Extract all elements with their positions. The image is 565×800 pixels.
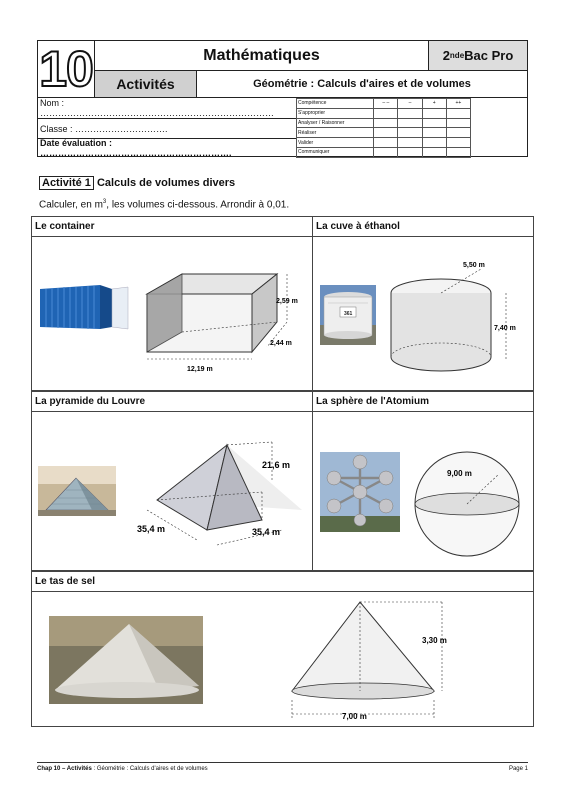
score-header: + xyxy=(422,99,446,109)
score-cell[interactable] xyxy=(398,108,422,118)
footer-left xyxy=(37,766,208,772)
cone-diameter-label: 7,00 m xyxy=(342,712,367,721)
level-number: 2 xyxy=(442,48,450,63)
tank-number: 361 xyxy=(344,311,353,317)
cuve-diagram xyxy=(381,257,531,389)
score-header: ++ xyxy=(446,99,470,109)
cell-title: La pyramide du Louvre xyxy=(32,392,312,412)
cone-diagram xyxy=(282,592,492,728)
sphere-diameter-label: 9,00 m xyxy=(447,469,472,478)
footer-subject: : Géométrie : Calculs d'aires et de volumes xyxy=(91,766,208,772)
pyramid-side-label-2: 35,4 m xyxy=(252,527,281,537)
competence-label: Communiquer xyxy=(297,147,374,157)
cell-title: La sphère de l'Atomium xyxy=(313,392,533,412)
cone-height-label: 3,30 m xyxy=(422,636,447,645)
competence-label: Valider xyxy=(297,138,374,148)
name-field[interactable]: Nom : …………………………………………………………………… xyxy=(38,98,296,119)
activity-label: Activité 1 xyxy=(39,176,94,190)
cell-title: La cuve à éthanol xyxy=(313,217,533,237)
score-cell[interactable] xyxy=(446,128,470,138)
instruction-part: , les volumes ci-dessous. Arrondir à 0,01. xyxy=(106,199,290,211)
cell-pyramide xyxy=(31,391,313,571)
worksheet-subtitle: Géométrie : Calculs d'aires et de volumes xyxy=(197,71,527,98)
activity-heading: Calculs de volumes divers xyxy=(93,177,236,189)
competence-row xyxy=(297,118,471,128)
pyramid-photo xyxy=(38,466,116,516)
competence-label: Analyser / Raisonner xyxy=(297,118,374,128)
score-cell[interactable] xyxy=(374,118,398,128)
pyramid-height-label: 21,6 m xyxy=(262,460,291,470)
cell-cuve xyxy=(312,216,534,391)
competence-label: S'approprier xyxy=(297,108,374,118)
level-rest: Bac Pro xyxy=(464,48,514,63)
score-cell[interactable] xyxy=(398,118,422,128)
cell-title: Le tas de sel xyxy=(32,572,533,592)
instruction-text xyxy=(39,199,289,210)
pyramid-side-label: 35,4 m xyxy=(137,524,166,534)
cell-title: Le container xyxy=(32,217,312,237)
page-number: Page 1 xyxy=(508,766,528,772)
container-width-label: 2,44 m xyxy=(270,340,292,347)
container-diagram xyxy=(137,267,312,387)
score-cell[interactable] xyxy=(446,118,470,128)
class-field[interactable]: Classe : …………………………. xyxy=(38,119,296,139)
page-footer xyxy=(37,762,528,772)
evaluation-date-field[interactable]: Date évaluation : ………………………………………………………. xyxy=(40,138,232,158)
container-height-label: 2,59 m xyxy=(276,298,298,305)
score-cell[interactable] xyxy=(422,138,446,148)
worksheet-header xyxy=(37,40,528,157)
competence-row xyxy=(297,128,471,138)
instruction-part: Calculer, en m xyxy=(39,199,103,211)
score-header: – xyxy=(398,99,422,109)
chapter-number-box xyxy=(38,41,95,98)
score-cell[interactable] xyxy=(422,118,446,128)
score-cell[interactable] xyxy=(446,138,470,148)
cuve-height-label: 7,40 m xyxy=(494,325,516,332)
pyramid-diagram xyxy=(132,430,312,570)
competence-row xyxy=(297,138,471,148)
score-cell[interactable] xyxy=(398,138,422,148)
score-cell[interactable] xyxy=(422,128,446,138)
competence-label: Réaliser xyxy=(297,128,374,138)
score-cell[interactable] xyxy=(446,108,470,118)
activities-label: Activités xyxy=(95,71,197,98)
competence-header-row xyxy=(297,99,471,109)
cell-sphere xyxy=(312,391,534,571)
subject-title: Mathématiques xyxy=(95,41,428,71)
score-cell[interactable] xyxy=(422,147,446,157)
footer-chapter: Chap 10 – Activités xyxy=(37,766,92,772)
container-photo xyxy=(40,283,132,331)
score-cell[interactable] xyxy=(446,147,470,157)
competence-table xyxy=(296,98,471,158)
container-length-label: 12,19 m xyxy=(187,366,213,373)
score-cell[interactable] xyxy=(422,108,446,118)
competence-row xyxy=(297,108,471,118)
salt-pile-photo xyxy=(49,616,203,704)
cuve-photo xyxy=(320,285,376,345)
competence-row xyxy=(297,147,471,157)
score-cell[interactable] xyxy=(374,108,398,118)
score-cell[interactable] xyxy=(398,147,422,157)
competence-header: Compétence xyxy=(297,99,374,109)
score-cell[interactable] xyxy=(374,128,398,138)
level-superscript: nde xyxy=(449,51,465,60)
score-cell[interactable] xyxy=(398,128,422,138)
score-header: – – xyxy=(374,99,398,109)
sphere-diagram xyxy=(409,438,533,568)
activity-title xyxy=(39,177,235,189)
score-cell[interactable] xyxy=(374,138,398,148)
cuve-radius-label: 5,50 m xyxy=(463,262,485,269)
cell-sel xyxy=(31,571,534,727)
instruction-exponent: 3 xyxy=(102,199,107,205)
chapter-number: 10 xyxy=(39,41,93,97)
score-cell[interactable] xyxy=(374,147,398,157)
atomium-photo xyxy=(320,452,400,532)
cell-container xyxy=(31,216,313,391)
level-label xyxy=(428,41,527,71)
